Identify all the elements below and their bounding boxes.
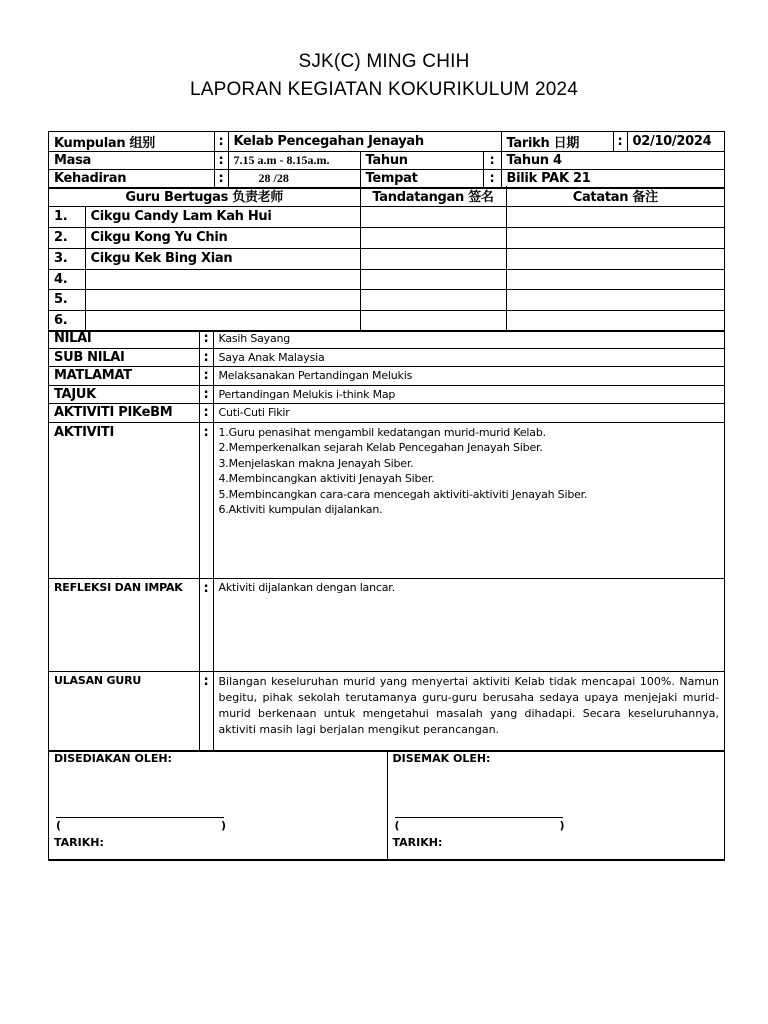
- colon: :: [199, 403, 213, 422]
- remarks-cell: [506, 248, 724, 269]
- aktiviti-item: 6.Aktiviti kumpulan dijalankan.: [218, 503, 383, 516]
- teacher-name: Cikgu Kong Yu Chin: [85, 227, 360, 248]
- colon: :: [483, 170, 501, 188]
- tajuk-value: Pertandingan Melukis i-think Map: [213, 385, 724, 403]
- teacher-name: Cikgu Kek Bing Xian: [85, 248, 360, 269]
- tarikh-label: TARIKH:: [392, 836, 443, 849]
- teacher-number: 2.: [49, 227, 85, 248]
- open-paren: (: [394, 819, 400, 832]
- report-title: LAPORAN KEGIATAN KOKURIKULUM 2024: [189, 79, 579, 100]
- signature-table: [48, 750, 725, 861]
- colon: :: [199, 671, 213, 750]
- subnilai-value: Saya Anak Malaysia: [213, 348, 724, 366]
- tajuk-label: TAJUK: [49, 385, 199, 403]
- school-name: SJK(C) MING CHIH: [298, 51, 470, 72]
- matlamat-label: MATLAMAT: [49, 366, 199, 385]
- masa-label: Masa: [49, 152, 214, 170]
- tarikh-label: TARIKH:: [54, 836, 104, 849]
- aktiviti-item: 4.Membincangkan aktiviti Jenayah Siber.: [218, 472, 435, 485]
- guru-bertugas-header: Guru Bertugas 负责老师: [49, 186, 360, 206]
- tarikh-value: 02/10/2024: [627, 132, 724, 152]
- disemak-label: DISEMAK OLEH:: [392, 752, 491, 765]
- aktiviti-label: AKTIVITI: [49, 422, 199, 578]
- kumpulan-value: Kelab Pencegahan Jenayah: [228, 132, 501, 152]
- aktiviti-item: 2.Memperkenalkan sejarah Kelab Pencegahan Jenayah Siber.: [218, 441, 543, 454]
- teachers-table: [48, 186, 725, 332]
- colon: :: [613, 132, 627, 152]
- details-table: [48, 330, 725, 752]
- ulasan-label: ULASAN GURU: [49, 671, 199, 750]
- teacher-row: [49, 269, 724, 289]
- subnilai-label: SUB NILAI: [49, 348, 199, 366]
- info-table: [48, 131, 725, 189]
- signature-cell: [360, 248, 506, 269]
- signature-cell: [360, 289, 506, 310]
- colon: :: [199, 348, 213, 366]
- colon: :: [483, 152, 501, 170]
- teacher-row: [49, 289, 724, 310]
- signature-cell: [360, 227, 506, 248]
- colon: :: [199, 366, 213, 385]
- teacher-row: [49, 227, 724, 248]
- aktiviti-item: 1.Guru penasihat mengambil kedatangan murid-murid Kelab.: [218, 425, 546, 439]
- teacher-name: [85, 289, 360, 310]
- disemak-cell: [387, 750, 724, 860]
- signature-cell: [360, 310, 506, 330]
- signature-line: [395, 817, 563, 818]
- refleksi-label: REFLEKSI DAN IMPAK: [49, 578, 199, 671]
- colon: :: [199, 385, 213, 403]
- colon: :: [214, 152, 228, 170]
- close-paren: ): [559, 819, 565, 832]
- remarks-cell: [506, 269, 724, 289]
- teacher-number: 4.: [49, 269, 85, 289]
- teacher-name: [85, 269, 360, 289]
- colon: :: [199, 578, 213, 671]
- refleksi-value: Aktiviti dijalankan dengan lancar.: [213, 578, 724, 671]
- pikebm-value: Cuti-Cuti Fikir: [213, 403, 724, 422]
- aktiviti-list: [213, 422, 724, 578]
- tandatangan-header: Tandatangan 签名: [360, 186, 506, 206]
- teacher-number: 5.: [49, 289, 85, 310]
- nilai-value: Kasih Sayang: [213, 330, 724, 348]
- signature-line: [56, 817, 224, 818]
- aktiviti-item: 5.Membincangkan cara-cara mencegah aktiviti-aktiviti Jenayah Siber.: [218, 487, 588, 501]
- tahun-value: Tahun 4: [501, 152, 724, 170]
- teacher-row: [49, 310, 724, 330]
- tahun-label: Tahun: [360, 152, 483, 170]
- kehadiran-value: 28 /28: [228, 170, 360, 188]
- teacher-name: Cikgu Candy Lam Kah Hui: [85, 206, 360, 227]
- teacher-number: 6.: [49, 310, 85, 330]
- teacher-number: 1.: [49, 206, 85, 227]
- colon: :: [199, 422, 213, 578]
- teacher-number: 3.: [49, 248, 85, 269]
- disediakan-cell: [49, 750, 387, 860]
- signature-cell: [360, 269, 506, 289]
- kumpulan-label: Kumpulan 组别: [49, 132, 214, 152]
- open-paren: (: [56, 819, 62, 832]
- name-parentheses: [395, 819, 565, 832]
- teacher-row: [49, 206, 724, 227]
- remarks-cell: [506, 227, 724, 248]
- tempat-value: Bilik PAK 21: [501, 170, 724, 188]
- matlamat-value: Melaksanakan Pertandingan Melukis: [213, 366, 724, 385]
- pikebm-label: AKTIVITI PIKeBM: [49, 403, 199, 422]
- ulasan-value: Bilangan keseluruhan murid yang menyertai aktiviti Kelab tidak mencapai 100%. Namun begitu, pihak sekolah terutamanya guru-guru berusaha sedaya upaya menjejaki murid-murid berkenaan untuk mengetahui masalah yang dihadapi. Secara keseluruhannya, aktiviti masih lagi berjalan mengikut perancangan.: [213, 671, 724, 750]
- disediakan-label: DISEDIAKAN OLEH:: [54, 752, 172, 765]
- kehadiran-label: Kehadiran: [49, 170, 214, 188]
- colon: :: [214, 170, 228, 188]
- remarks-cell: [506, 310, 724, 330]
- tempat-label: Tempat: [360, 170, 483, 188]
- colon: :: [214, 132, 228, 152]
- name-parentheses: [56, 819, 226, 832]
- catatan-header: Catatan 备注: [506, 186, 724, 206]
- teacher-name: [85, 310, 360, 330]
- remarks-cell: [506, 289, 724, 310]
- masa-value: 7.15 a.m - 8.15a.m.: [228, 152, 360, 170]
- aktiviti-item: 3.Menjelaskan makna Jenayah Siber.: [218, 456, 414, 470]
- nilai-label: NILAI: [49, 330, 199, 348]
- remarks-cell: [506, 206, 724, 227]
- tarikh-label: Tarikh 日期: [501, 132, 613, 152]
- colon: :: [199, 330, 213, 348]
- teacher-row: [49, 248, 724, 269]
- signature-cell: [360, 206, 506, 227]
- close-paren: ): [220, 819, 226, 832]
